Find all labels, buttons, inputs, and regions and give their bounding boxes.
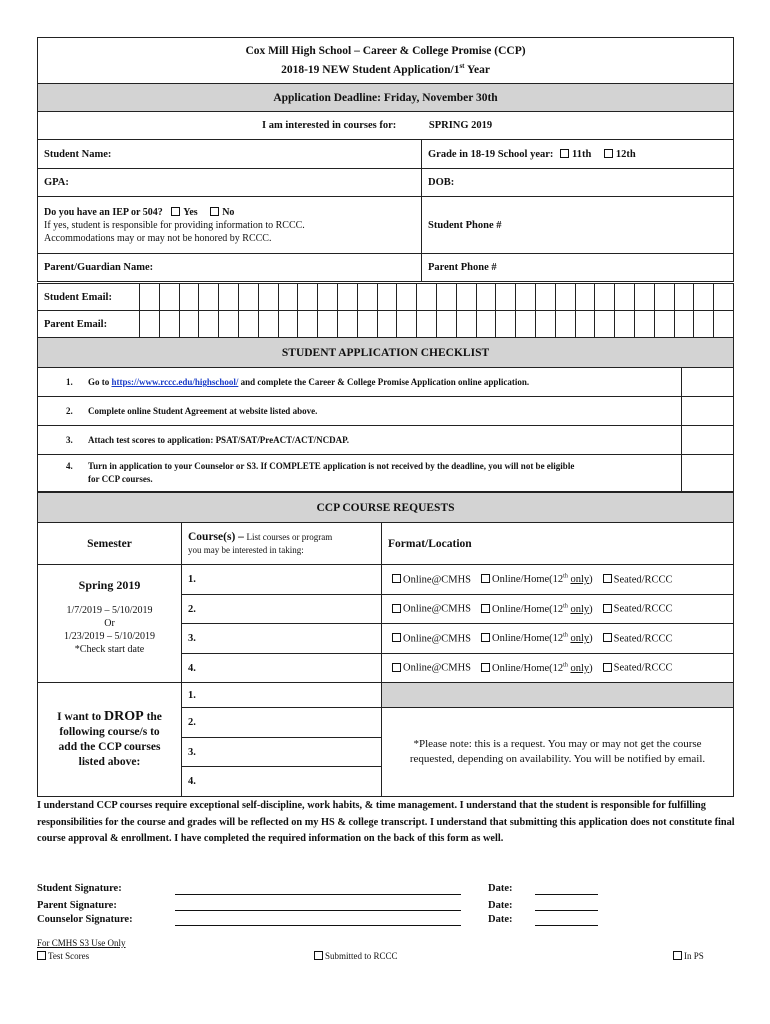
course-header: Course(s) – List courses or program you may be interested in taking:: [182, 523, 382, 565]
drop-input-2[interactable]: 2.: [182, 708, 382, 738]
student-email-char-box[interactable]: [298, 284, 318, 311]
test-scores-checkbox[interactable]: [37, 951, 46, 960]
counselor-signature-label: Counselor Signature:: [37, 914, 133, 925]
parent-email-char-box[interactable]: [476, 311, 496, 338]
drop-input-1[interactable]: 1.: [182, 683, 382, 708]
parent-email-char-box[interactable]: [397, 311, 417, 338]
parent-email-char-box[interactable]: [318, 311, 338, 338]
online-cmhs-checkbox[interactable]: [392, 663, 401, 672]
course-input-4[interactable]: 4.: [182, 654, 382, 683]
drop-gray-cell: [382, 683, 734, 708]
student-email-char-box[interactable]: [397, 284, 417, 311]
parent-email-char-box[interactable]: [140, 311, 160, 338]
format-options-4: [382, 654, 734, 683]
semester-cell: [38, 565, 182, 683]
course-requests-title: CCP COURSE REQUESTS: [38, 493, 734, 523]
signature-labels: [37, 882, 133, 928]
course-input-1[interactable]: 1.: [182, 565, 382, 595]
online-home-label: Online/Home(12th only): [492, 573, 593, 586]
parent-date-line[interactable]: [535, 910, 598, 911]
student-email-char-box[interactable]: [476, 284, 496, 311]
application-deadline: Application Deadline: Friday, November 30th: [38, 84, 734, 112]
counselor-date-label: Date:: [488, 914, 513, 925]
submitted-item: Submitted to RCCC: [314, 951, 398, 961]
student-email-char-box[interactable]: [714, 284, 734, 311]
online-home-label: Online/Home(12th only): [492, 662, 593, 674]
semester-dates-1: 1/7/2019 – 5/10/2019: [66, 605, 153, 616]
parent-email-char-box[interactable]: [634, 311, 654, 338]
student-name-field[interactable]: Student Name:: [38, 140, 422, 169]
student-date-label: Date:: [488, 883, 513, 894]
dob-field[interactable]: DOB:: [422, 169, 734, 197]
grade-label: Grade in 18-19 School year:: [428, 148, 554, 160]
rccc-link[interactable]: https://www.rccc.edu/highschool/: [111, 377, 239, 387]
gpa-field[interactable]: GPA:: [38, 169, 422, 197]
parent-name-field[interactable]: Parent/Guardian Name:: [38, 254, 422, 282]
student-email-char-box[interactable]: [357, 284, 377, 311]
student-email-char-box[interactable]: [179, 284, 199, 311]
checklist-item-2: 2. Complete online Student Agreement at website listed above.: [38, 397, 682, 426]
parent-email-char-box[interactable]: [535, 311, 555, 338]
checklist-title: STUDENT APPLICATION CHECKLIST: [38, 338, 734, 368]
student-date-line[interactable]: [535, 894, 598, 895]
grade-12-label: 12th: [615, 148, 636, 160]
student-email-char-box[interactable]: [318, 284, 338, 311]
iep-note-1: If yes, student is responsible for providing information to RCCC.: [44, 219, 305, 231]
grade-11-label: 11th: [572, 148, 592, 160]
parent-email-char-box[interactable]: [714, 311, 734, 338]
online-cmhs-label: Online@CMHS: [403, 662, 472, 674]
student-email-char-box[interactable]: [575, 284, 595, 311]
student-email-char-box[interactable]: [278, 284, 298, 311]
student-email-char-box[interactable]: [377, 284, 397, 311]
submitted-checkbox[interactable]: [314, 951, 323, 960]
format-header: Format/Location: [382, 523, 734, 565]
grade-11-checkbox[interactable]: [560, 149, 569, 158]
semester-or: Or: [104, 618, 115, 629]
student-email-char-box[interactable]: [337, 284, 357, 311]
student-email-char-box[interactable]: [238, 284, 258, 311]
semester-dates-2: 1/23/2019 – 5/10/2019: [63, 631, 156, 642]
drop-cell: I want to DROP the following course/s to add the CCP courses listed above:: [38, 683, 182, 797]
online-home-checkbox[interactable]: [481, 633, 490, 642]
parent-email-char-box[interactable]: [238, 311, 258, 338]
parent-email-char-box[interactable]: [555, 311, 575, 338]
parent-email-char-box[interactable]: [456, 311, 476, 338]
student-email-char-box[interactable]: [634, 284, 654, 311]
student-email-char-box[interactable]: [219, 284, 239, 311]
parent-email-char-box[interactable]: [298, 311, 318, 338]
student-email-char-box[interactable]: [417, 284, 437, 311]
parent-email-char-box[interactable]: [417, 311, 437, 338]
checklist-box-2[interactable]: [682, 397, 734, 426]
iep-question: Do you have an IEP or 504? Yes No: [44, 206, 235, 218]
parent-signature-label: Parent Signature:: [37, 899, 117, 911]
parent-date-label: Date:: [488, 899, 513, 911]
semester-name: Spring 2019: [78, 578, 141, 592]
counselor-signature-line[interactable]: [175, 925, 461, 926]
student-signature-line[interactable]: [175, 894, 461, 895]
course-input-3[interactable]: 3.: [182, 624, 382, 654]
date-labels: [488, 882, 513, 928]
agreement-text: I understand CCP courses require exceptional self-discipline, work habits, & time management. I understand that the student is responsible for fulfilling responsibilities for the course and grades will be reflected on my HS & college transcript. I understand that submitting this application does not constitute final course approval & enrollment. I have completed the required information on the back of this form as well.: [37, 800, 735, 844]
seated-rccc-checkbox[interactable]: [603, 633, 612, 642]
student-email-char-box[interactable]: [654, 284, 674, 311]
parent-email-char-box[interactable]: [496, 311, 516, 338]
student-email-char-box[interactable]: [258, 284, 278, 311]
semester-note: *Check start date: [74, 644, 145, 655]
student-email-char-box[interactable]: [436, 284, 456, 311]
checklist-item-3: 3. Attach test scores to application: PSAT/SAT/PreACT/ACT/NCDAP.: [38, 426, 682, 455]
iep-field: [38, 197, 422, 254]
drop-input-4[interactable]: 4.: [182, 767, 382, 797]
student-email-char-box[interactable]: [199, 284, 219, 311]
parent-email-char-box[interactable]: [694, 311, 714, 338]
title-line-1: Cox Mill High School – Career & College Promise (CCP): [245, 44, 526, 57]
student-email-char-box[interactable]: [516, 284, 536, 311]
seated-rccc-label: Seated/RCCC: [613, 574, 673, 586]
counselor-date-line[interactable]: [535, 925, 598, 926]
grade-12-checkbox[interactable]: [604, 149, 613, 158]
online-cmhs-label: Online@CMHS: [403, 574, 472, 586]
student-email-char-box[interactable]: [615, 284, 635, 311]
checklist-box-3[interactable]: [682, 426, 734, 455]
parent-email-char-box[interactable]: [337, 311, 357, 338]
student-email-char-box[interactable]: [159, 284, 179, 311]
parent-email-char-box[interactable]: [615, 311, 635, 338]
interest-value: SPRING 2019: [428, 120, 493, 131]
seated-rccc-label: Seated/RCCC: [613, 603, 673, 615]
parent-email-char-box[interactable]: [595, 311, 615, 338]
student-email-char-box[interactable]: [595, 284, 615, 311]
format-options-1: [382, 565, 734, 595]
parent-email-char-box[interactable]: [357, 311, 377, 338]
student-email-char-box[interactable]: [694, 284, 714, 311]
parent-email-char-box[interactable]: [278, 311, 298, 338]
student-signature-label: Student Signature:: [37, 883, 122, 894]
iep-yes-checkbox[interactable]: [171, 207, 180, 216]
checklist-item-1: 1. Go to https://www.rccc.edu/highschool/ and complete the Career & College Promise Application online application.: [38, 368, 682, 397]
checklist-table: [37, 337, 734, 492]
iep-note-2: Accommodations may or may not be honored by RCCC.: [44, 232, 272, 244]
parent-email-char-box[interactable]: [674, 311, 694, 338]
semester-header: Semester: [38, 523, 182, 565]
request-note: *Please note: this is a request. You may or may not get the course requested, depending on availability. You will be notified by email.: [382, 708, 734, 797]
format-options-2: [382, 595, 734, 624]
online-cmhs-label: Online@CMHS: [403, 603, 472, 615]
parent-signature-line[interactable]: [175, 910, 461, 911]
email-table: [37, 283, 734, 338]
course-input-2[interactable]: 2.: [182, 595, 382, 624]
student-email-char-box[interactable]: [140, 284, 160, 311]
student-email-char-box[interactable]: [555, 284, 575, 311]
seated-rccc-checkbox[interactable]: [603, 604, 612, 613]
online-home-checkbox[interactable]: [481, 574, 490, 583]
student-email-char-box[interactable]: [456, 284, 476, 311]
online-cmhs-label: Online@CMHS: [403, 633, 472, 645]
parent-email-char-box[interactable]: [258, 311, 278, 338]
test-scores-item: Test Scores: [37, 951, 89, 961]
grade-field: [422, 140, 734, 169]
parent-email-char-box[interactable]: [654, 311, 674, 338]
parent-email-char-box[interactable]: [575, 311, 595, 338]
interest-label: I am interested in courses for:: [262, 120, 397, 131]
student-email-char-box[interactable]: [496, 284, 516, 311]
parent-email-char-box[interactable]: [436, 311, 456, 338]
format-options-3: [382, 624, 734, 654]
seated-rccc-checkbox[interactable]: [603, 574, 612, 583]
parent-email-char-box[interactable]: [516, 311, 536, 338]
checklist-box-4[interactable]: [682, 455, 734, 492]
course-requests-table: [37, 492, 734, 797]
online-cmhs-checkbox[interactable]: [392, 633, 401, 642]
title-line-2: 2018-19 NEW Student Application/1st Year: [281, 61, 490, 76]
seated-rccc-label: Seated/RCCC: [613, 662, 673, 674]
online-cmhs-checkbox[interactable]: [392, 604, 401, 613]
online-home-checkbox[interactable]: [481, 663, 490, 672]
seated-rccc-checkbox[interactable]: [603, 663, 612, 672]
online-home-label: Online/Home(12th only): [492, 603, 593, 615]
iep-no-checkbox[interactable]: [210, 207, 219, 216]
online-cmhs-checkbox[interactable]: [392, 574, 401, 583]
office-use-title: For CMHS S3 Use Only: [37, 938, 126, 948]
student-email-char-box[interactable]: [674, 284, 694, 311]
drop-input-3[interactable]: 3.: [182, 738, 382, 767]
in-ps-checkbox[interactable]: [673, 951, 682, 960]
checklist-item-4: 4. Turn in application to your Counselor or S3. If COMPLETE application is not received by the deadline, you will not be eligible for CCP courses.: [38, 455, 682, 492]
online-home-checkbox[interactable]: [481, 604, 490, 613]
parent-email-char-box[interactable]: [179, 311, 199, 338]
student-email-label: Student Email:: [38, 284, 140, 311]
parent-email-char-box[interactable]: [219, 311, 239, 338]
form-title: [38, 38, 734, 84]
student-phone-field[interactable]: Student Phone #: [422, 197, 734, 254]
student-email-char-box[interactable]: [535, 284, 555, 311]
parent-email-char-box[interactable]: [377, 311, 397, 338]
parent-email-char-box[interactable]: [199, 311, 219, 338]
parent-email-char-box[interactable]: [159, 311, 179, 338]
form-header-table: [37, 37, 734, 282]
seated-rccc-label: Seated/RCCC: [613, 633, 673, 645]
in-ps-item: In PS: [673, 951, 704, 961]
online-home-label: Online/Home(12th only): [492, 632, 593, 645]
parent-email-label: Parent Email:: [38, 311, 140, 338]
checklist-box-1[interactable]: [682, 368, 734, 397]
interest-row: [38, 112, 734, 140]
parent-phone-field[interactable]: Parent Phone #: [422, 254, 734, 282]
